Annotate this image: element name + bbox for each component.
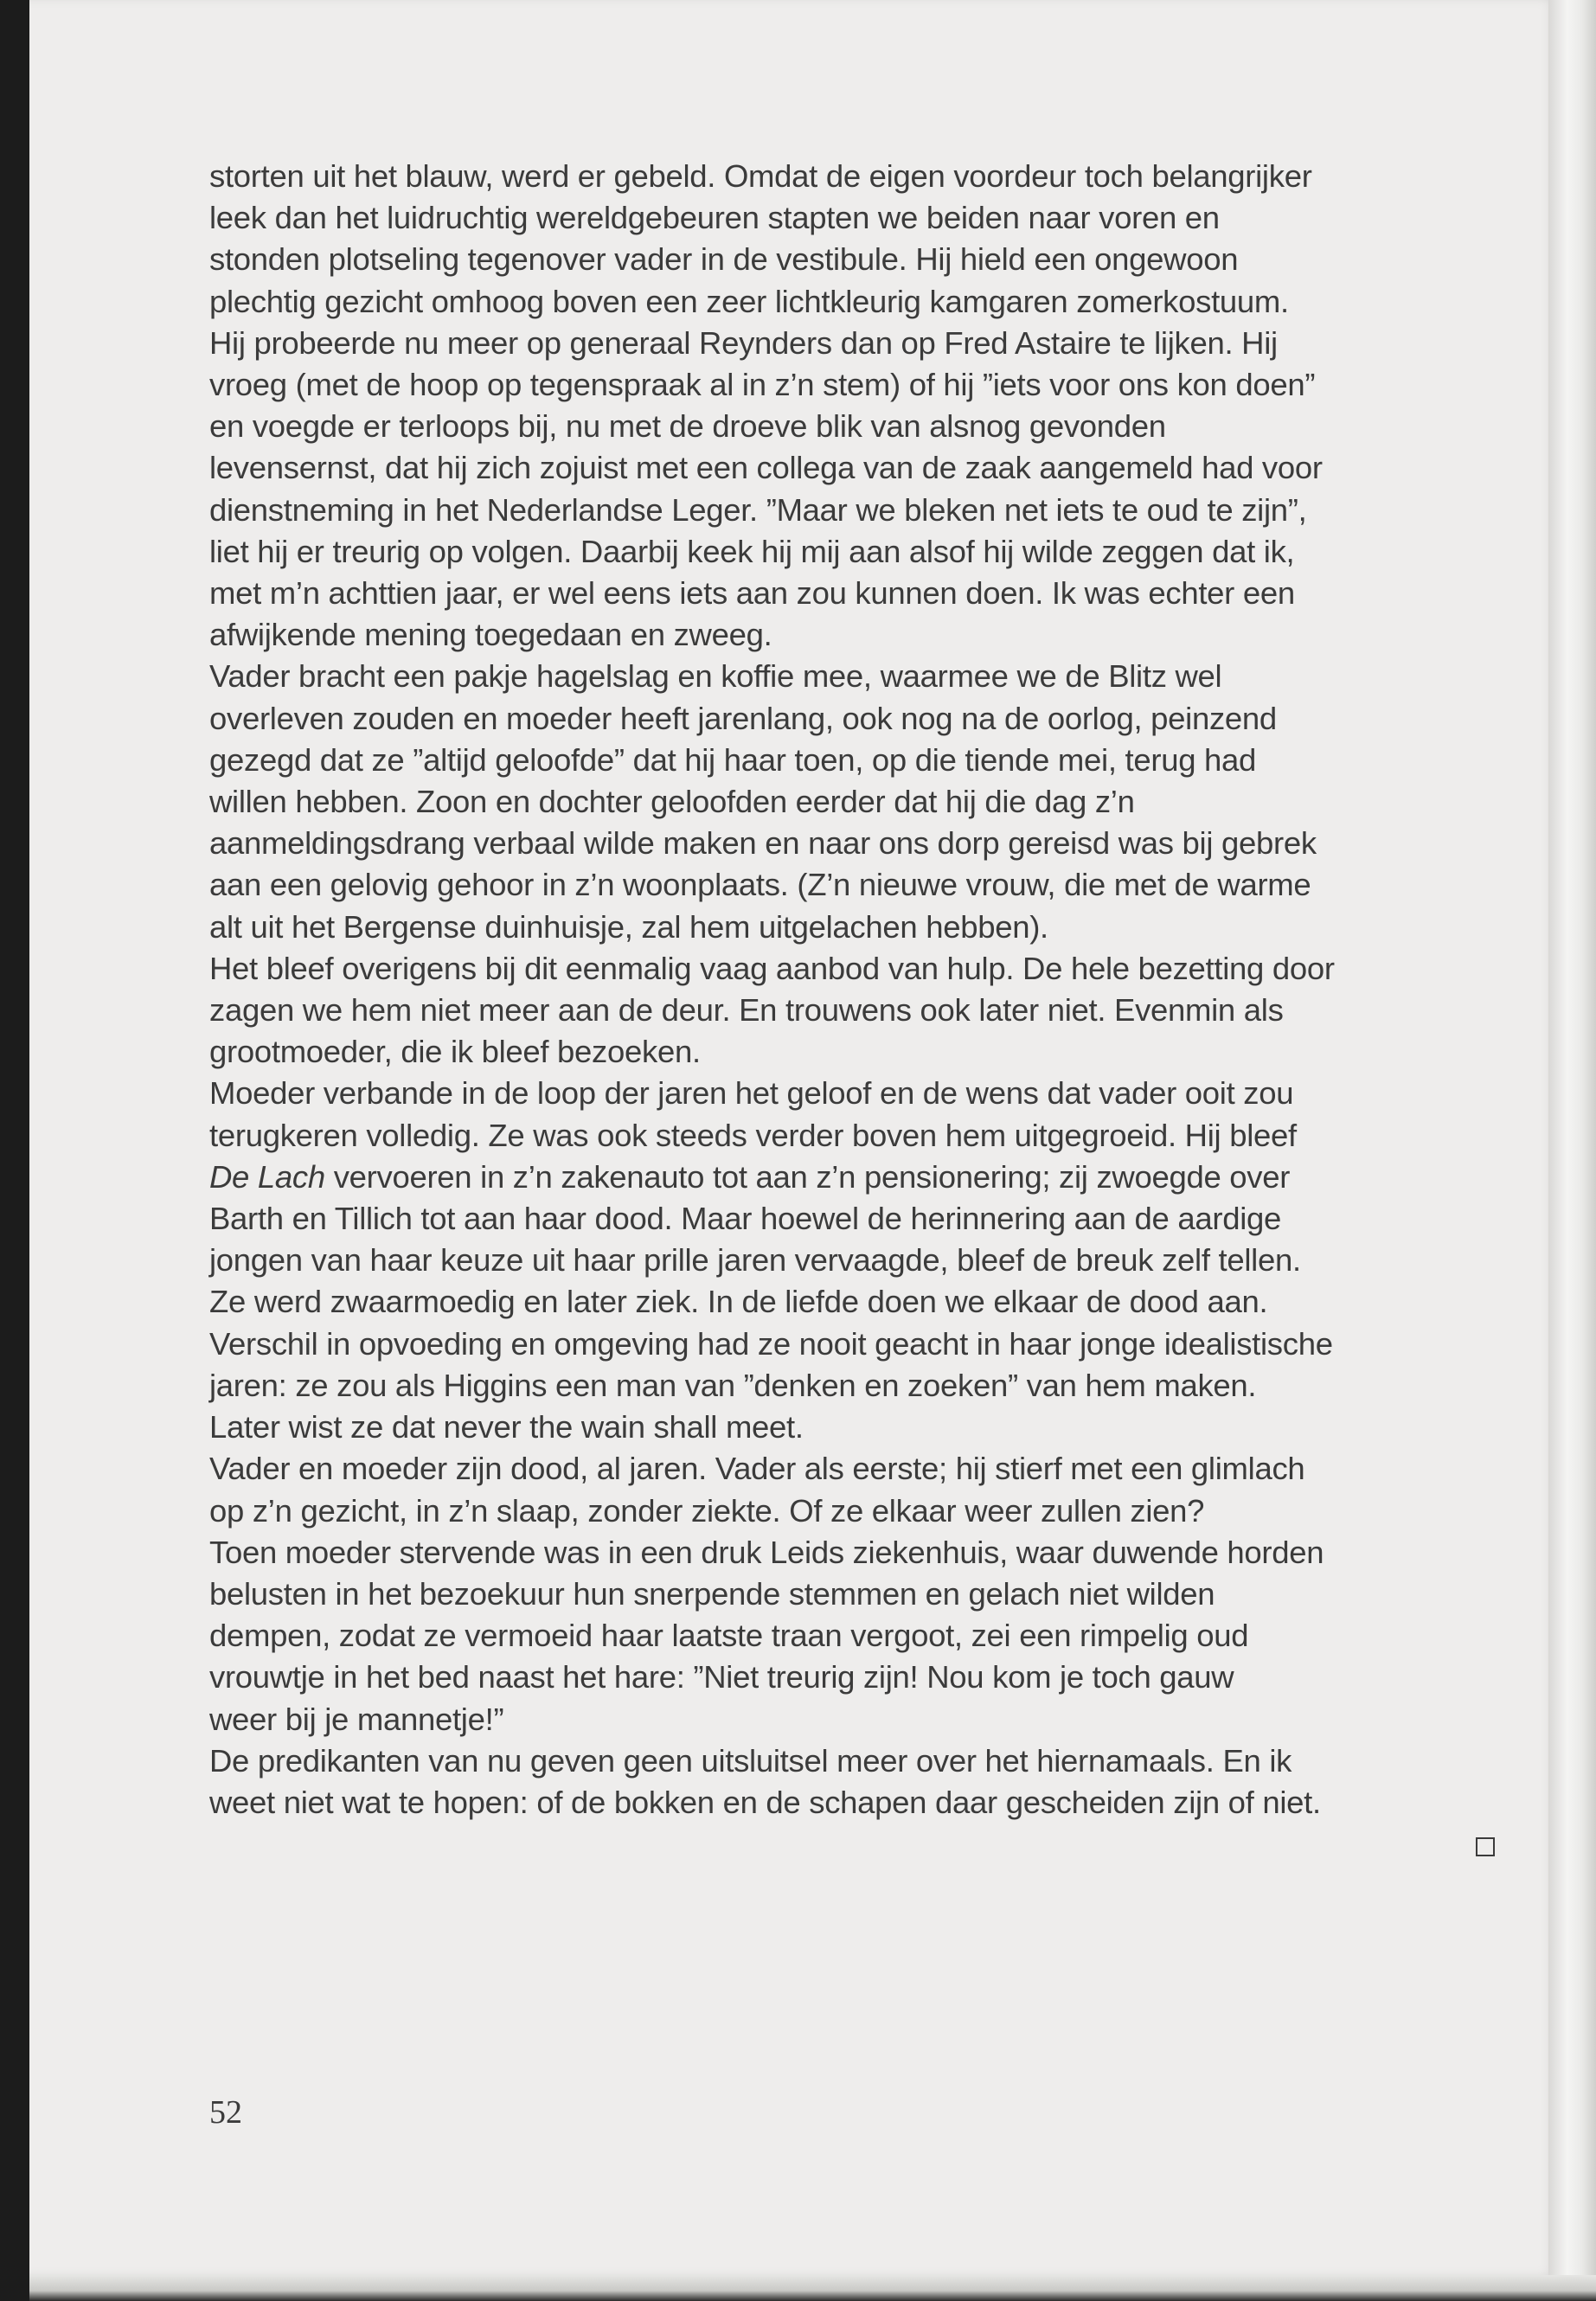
page-edge-right [1548,0,1596,2301]
paragraph [209,156,1507,656]
page-edge-bottom [29,2275,1596,2301]
text-line: grootmoeder, die ik bleef bezoeken. [209,1034,701,1070]
text-line: terugkeren volledig. Ze was ook steeds verder boven hem uitgegroeid. Hij bleef [209,1117,1297,1153]
text-line: Moeder verbande in de loop der jaren het geloof en de wens dat vader ooit zou [209,1075,1294,1112]
paragraph [209,1532,1507,1740]
text-line: Hij probeerde nu meer op generaal Reynders dan op Fred Astaire te lijken. Hij [209,324,1278,361]
text-line: Later wist ze dat never the wain shall meet. [209,1409,804,1445]
text-line: overleven zouden en moeder heeft jarenlang, ook nog na de oorlog, peinzend [209,700,1277,736]
text-line: aanmeldingsdrang verbaal wilde maken en naar ons dorp gereisd was bij gebrek [209,825,1317,862]
text-line: leek dan het luidruchtig wereldgebeuren stapten we beiden naar voren en [209,200,1220,236]
page-number: 52 [209,2094,242,2131]
text-line: vroeg (met de hoop op tegenspraak al in z’n stem) of hij ”iets voor ons kon doen” [209,367,1316,403]
paragraph [209,1448,1507,1531]
body-text [209,156,1507,1823]
text-line: plechtig gezicht omhoog boven een zeer lichtkleurig kamgaren zomerkostuum. [209,283,1289,319]
text-line: levensernst, dat hij zich zojuist met een collega van de zaak aangemeld had voor [209,450,1323,486]
text-line: Vader bracht een pakje hagelslag en koffie mee, waarmee we de Blitz wel [209,658,1222,695]
text-line: dempen, zodat ze vermoeid haar laatste traan vergoot, zei een rimpelig oud [209,1618,1249,1654]
text-line: aan een gelovig gehoor in z’n woonplaats. (Z’n nieuwe vrouw, die met de warme [209,867,1311,903]
text-line: Toen moeder stervende was in een druk Leids ziekenhuis, waar duwende horden [209,1534,1324,1570]
text-line: liet hij er treurig op volgen. Daarbij keek hij mij aan alsof hij wilde zeggen dat ik, [209,533,1295,569]
text-line: Verschil in opvoeding en omgeving had ze nooit geacht in haar jonge idealistische [209,1325,1333,1362]
text-line: weer bij je mannetje!” [209,1701,504,1737]
end-of-chapter-mark [1476,1837,1495,1856]
text-line: gezegd dat ze ”altijd geloofde” dat hij haar toen, op die tiende mei, terug had [209,741,1257,778]
text-line: met m’n achttien jaar, er wel eens iets aan zou kunnen doen. Ik was echter een [209,575,1295,612]
text-line: dienstneming in het Nederlandse Leger. ”Maar we bleken net iets te oud te zijn”, [209,491,1307,528]
text-line: alt uit het Bergense duinhuisje, zal hem uitgelachen hebben). [209,908,1048,945]
text-line: afwijkende mening toegedaan en zweeg. [209,617,772,653]
text-line: op z’n gezicht, in z’n slaap, zonder ziekte. Of ze elkaar weer zullen zien? [209,1492,1205,1529]
text-line: en voegde er terloops bij, nu met de droeve blik van alsnog gevonden [209,408,1166,445]
paragraph [209,656,1507,947]
text-line: zagen we hem niet meer aan de deur. En trouwens ook later niet. Evenmin als [209,992,1284,1029]
paragraph [209,1740,1507,1823]
text-line: Barth en Tillich tot aan haar dood. Maar hoewel de herinnering aan de aardige [209,1201,1282,1237]
text-line: jaren: ze zou als Higgins een man van ”denken en zoeken” van hem maken. [209,1367,1257,1403]
text-line: Vader en moeder zijn dood, al jaren. Vader als eerste; hij stierf met een glimlach [209,1451,1305,1487]
text-line: jongen van haar keuze uit haar prille jaren vervaagde, bleef de breuk zelf tellen. [209,1242,1301,1279]
text-line: weet niet wat te hopen: of de bokken en de schapen daar gescheiden zijn of niet. [209,1784,1321,1820]
text-line: De predikanten van nu geven geen uitsluitsel meer over het hiernamaals. En ik [209,1742,1292,1779]
text-line: storten uit het blauw, werd er gebeld. Omdat de eigen voordeur toch belangrijker [209,158,1312,194]
text-line: stonden plotseling tegenover vader in de vestibule. Hij hield een ongewoon [209,241,1239,278]
paragraph [209,1073,1507,1448]
book-title: De Lach [209,1158,325,1195]
text-line: De Lach vervoeren in z’n zakenauto tot aan z’n pensionering; zij zwoegde over [209,1158,1291,1195]
text-line: willen hebben. Zoon en dochter geloofden eerder dat hij die dag z’n [209,784,1135,820]
text-line: Het bleef overigens bij dit eenmalig vaag aanbod van hulp. De hele bezetting door [209,950,1335,986]
text-line: Ze werd zwaarmoedig en later ziek. In de liefde doen we elkaar de dood aan. [209,1284,1268,1320]
book-page [29,0,1561,2275]
text-line: vrouwtje in het bed naast het hare: ”Niet treurig zijn! Nou kom je toch gauw [209,1659,1234,1695]
text-line: belusten in het bezoekuur hun snerpende stemmen en gelach niet wilden [209,1575,1215,1612]
paragraph [209,948,1507,1074]
